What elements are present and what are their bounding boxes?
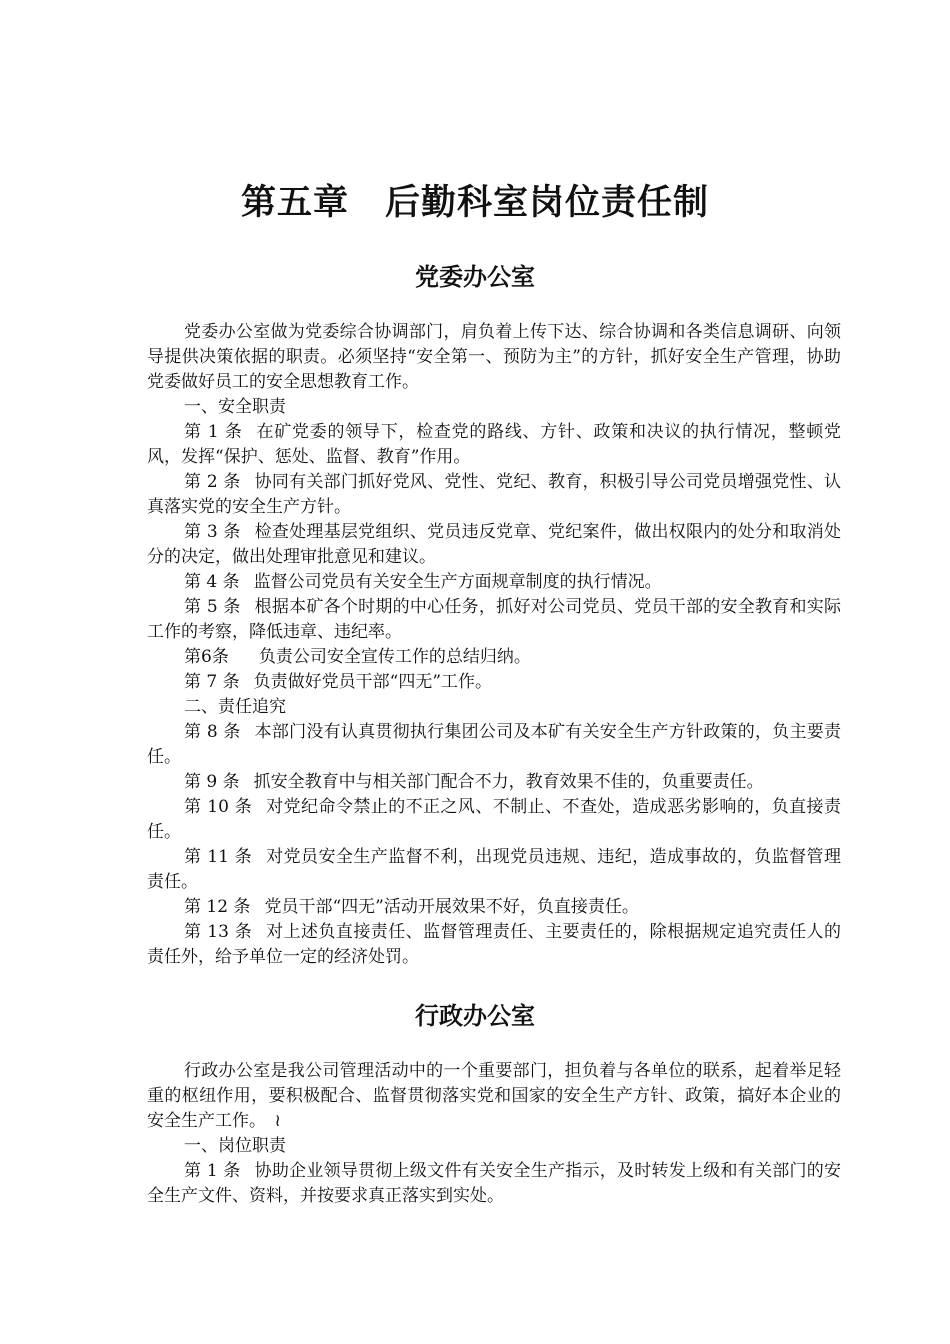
article-text: 对党纪命令禁止的不正之风、不制止、不查处，造成恶劣影响的，负直接责任。 xyxy=(147,797,841,842)
subsection-heading: 一、岗位职责 xyxy=(184,1136,286,1156)
article xyxy=(147,470,841,520)
article-number: 第 4 条 xyxy=(184,572,240,592)
article xyxy=(147,895,841,920)
article xyxy=(147,720,841,770)
article xyxy=(147,1159,841,1209)
article xyxy=(147,770,841,795)
section-title-admin-office: 行政办公室 xyxy=(415,1002,535,1030)
section-body-party-office xyxy=(147,320,841,970)
section-title-party-office: 党委办公室 xyxy=(415,263,535,291)
article-number: 第6条 xyxy=(184,647,229,667)
article-text: 协同有关部门抓好党风、党性、党纪、教育，积极引导公司党员增强党性、认真落实党的安全生产方针。 xyxy=(147,472,842,517)
article-number: 第 11 条 xyxy=(184,847,253,867)
article xyxy=(147,920,841,970)
article-text: 在矿党委的领导下，检查党的路线、方针、政策和决议的执行情况，整顿党风，发挥“保护、惩处、监督、教育”作用。 xyxy=(147,422,842,467)
article-number: 第 8 条 xyxy=(184,722,241,742)
subsection-heading: 一、安全职责 xyxy=(184,397,286,417)
article-text: 负责做好党员干部“四无”工作。 xyxy=(253,672,493,692)
article-text: 检查处理基层党组织、党员违反党章、党纪案件，做出权限内的处分和取消处分的决定，做出处理审批意见和建议。 xyxy=(147,522,842,567)
article-number: 第 3 条 xyxy=(184,522,241,542)
article-number: 第 5 条 xyxy=(184,597,241,617)
article xyxy=(147,420,841,470)
article xyxy=(147,795,841,845)
article-text: 本部门没有认真贯彻执行集团公司及本矿有关安全生产方针政策的，负主要责任。 xyxy=(147,722,842,767)
section-intro: 行政办公室是我公司管理活动中的一个重要部门，担负着与各单位的联系，起着举足轻重的枢纽作用，要积极配合、监督贯彻落实党和国家的安全生产方针、政策，搞好本企业的安全生产工作。 ≀ xyxy=(147,1061,841,1131)
article xyxy=(147,570,841,595)
article-text: 协助企业领导贯彻上级文件有关安全生产指示，及时转发上级和有关部门的安全生产文件、资料，并按要求真正落实到实处。 xyxy=(147,1161,842,1206)
section-intro: 党委办公室做为党委综合协调部门，肩负着上传下达、综合协调和各类信息调研、向领导提供决策依据的职责。必须坚持“安全第一、预防为主”的方针，抓好安全生产管理，协助党委做好员工的安全思想教育工作。 xyxy=(147,322,841,392)
article-number: 第 9 条 xyxy=(184,772,240,792)
article-text: 对党员安全生产监督不利，出现党员违规、违纪，造成事故的，负监督管理责任。 xyxy=(147,847,841,892)
article-text: 党员干部“四无”活动开展效果不好，负直接责任。 xyxy=(264,897,639,917)
article-text: 负责公司安全宣传工作的总结归纳。 xyxy=(258,647,531,667)
article-number: 第 2 条 xyxy=(184,472,241,492)
chapter-title: 第五章 后勤科室岗位责任制 xyxy=(240,183,709,223)
article-number: 第 7 条 xyxy=(184,672,240,692)
article xyxy=(147,645,841,670)
article-number: 第 12 条 xyxy=(184,897,251,917)
article-number: 第 10 条 xyxy=(184,797,253,817)
article-text: 监督公司党员有关安全生产方面规章制度的执行情况。 xyxy=(253,572,662,592)
article-text: 根据本矿各个时期的中心任务，抓好对公司党员、党员干部的安全教育和实际工作的考察，降低违章、违纪率。 xyxy=(147,597,842,642)
article-number: 第 1 条 xyxy=(184,1161,241,1181)
article-text: 对上述负直接责任、监督管理责任、主要责任的，除根据规定追究责任人的责任外，给予单位一定的经济处罚。 xyxy=(147,922,841,967)
article-number: 第 13 条 xyxy=(184,922,253,942)
article xyxy=(147,845,841,895)
article xyxy=(147,595,841,645)
article xyxy=(147,520,841,570)
section-body-admin-office xyxy=(147,1059,841,1209)
article-text: 抓安全教育中与相关部门配合不力，教育效果不佳的，负重要责任。 xyxy=(253,772,764,792)
subsection-heading: 二、责任追究 xyxy=(184,697,286,717)
article-number: 第 1 条 xyxy=(184,422,243,442)
article xyxy=(147,670,841,695)
